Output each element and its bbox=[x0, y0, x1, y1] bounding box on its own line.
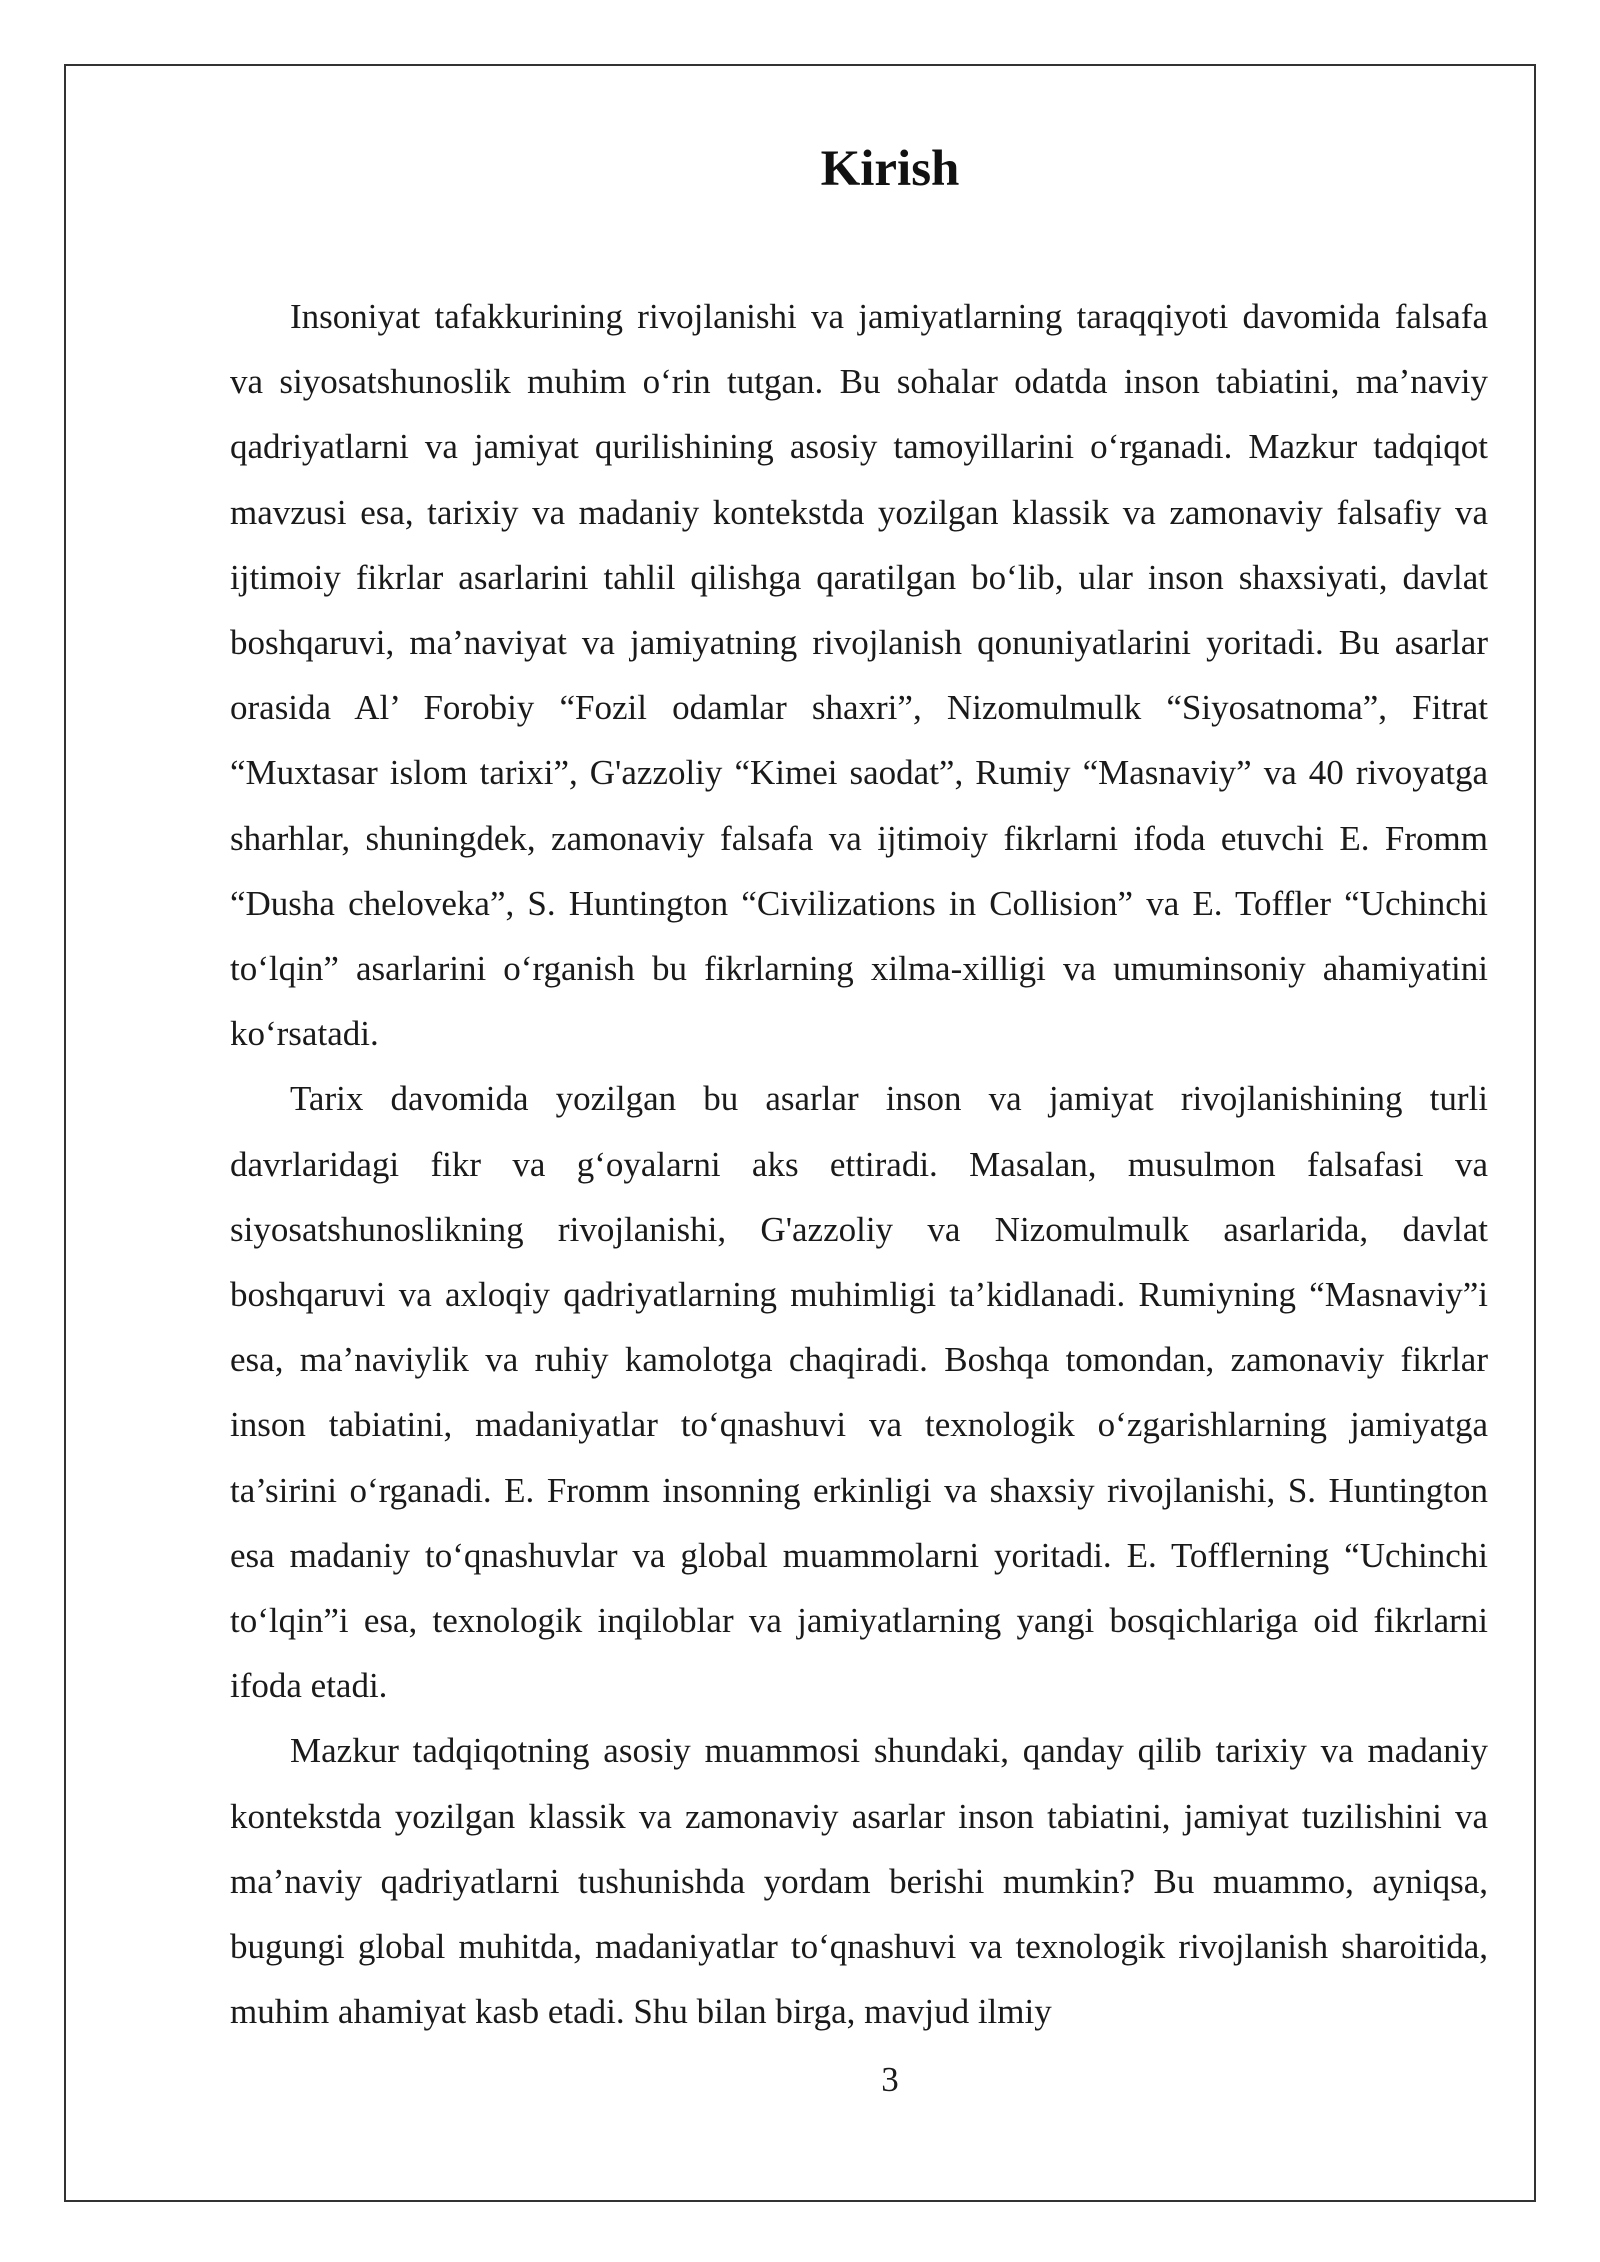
paragraph-3: Mazkur tadqiqotning asosiy muammosi shundaki, qanday qilib tarixiy va madaniy kontekstda yozilgan klassik va zamonaviy asarlar inson tabiatini, jamiyat tuzilishini va ma’naviy qadriyatlarni tushunishda yordam berishi mumkin? Bu muammo, ayniqsa, bugungi global muhitda, madaniyatlar to‘qnashuvi va texnologik rivojlanish sharoitida, muhim ahamiyat kasb etadi. Shu bilan birga, mavjud ilmiy bbox=[230, 1731, 1488, 2032]
paragraph-2: Tarix davomida yozilgan bu asarlar inson va jamiyat rivojlanishining turli davrlaridagi fikr va g‘oyalarni aks ettiradi. Masalan, musulmon falsafasi va siyosatshunoslikning rivojlanishi, G'azzoliy va Nizomulmulk asarlarida, davlat boshqaruvi va axloqiy qadriyatlarning muhimligi ta’kidlanadi. Rumiyning “Masnaviy”i esa, ma’naviylik va ruhiy kamolotga chaqiradi. Boshqa tomondan, zamonaviy fikrlar inson tabiatini, madaniyatlar to‘qnashuvi va texnologik o‘zgarishlarning jamiyatga ta’sirini o‘rganadi. E. Fromm insonning erkinligi va shaxsiy rivojlanishi, S. Huntington esa madaniy to‘qnashuvlar va global muammolarni yoritadi. E. Tofflerning “Uchinchi to‘lqin”i esa, texnologik inqiloblar va jamiyatlarning yangi bosqichlariga oid fikrlarni ifoda etadi. bbox=[230, 1079, 1488, 1706]
page-number: 3 bbox=[881, 2060, 899, 2099]
document-body bbox=[230, 284, 1488, 2044]
paragraph-1: Insoniyat tafakkurining rivojlanishi va jamiyatlarning taraqqiyoti davomida falsafa va siyosatshunoslik muhim o‘rin tutgan. Bu sohalar odatda inson tabiatini, ma’naviy qadriyatlarni va jamiyat qurilishining asosiy tamoyillarini o‘rganadi. Mazkur tadqiqot mavzusi esa, tarixiy va madaniy kontekstda yozilgan klassik va zamonaviy falsafiy va ijtimoiy fikrlar asarlarini tahlil qilishga qaratilgan bo‘lib, ular inson shaxsiyati, davlat boshqaruvi, ma’naviyat va jamiyatning rivojlanish qonuniyatlarini yoritadi. Bu asarlar orasida Al’ Forobiy “Fozil odamlar shaxri”, Nizomulmulk “Siyosatnoma”, Fitrat “Muxtasar islom tarixi”, G'azzoliy “Kimei saodat”, Rumiy “Masnaviy” va 40 rivoyatga sharhlar, shuningdek, zamonaviy falsafa va ijtimoiy fikrlarni ifoda etuvchi E. Fromm “Dusha cheloveka”, S. Huntington “Civilizations in Collision” va E. Toffler “Uchinchi to‘lqin” asarlarini o‘rganish bu fikrlarning xilma-xilligi va umuminsoniy ahamiyatini ko‘rsatadi. bbox=[230, 297, 1488, 1054]
page-title: Kirish bbox=[820, 141, 960, 197]
